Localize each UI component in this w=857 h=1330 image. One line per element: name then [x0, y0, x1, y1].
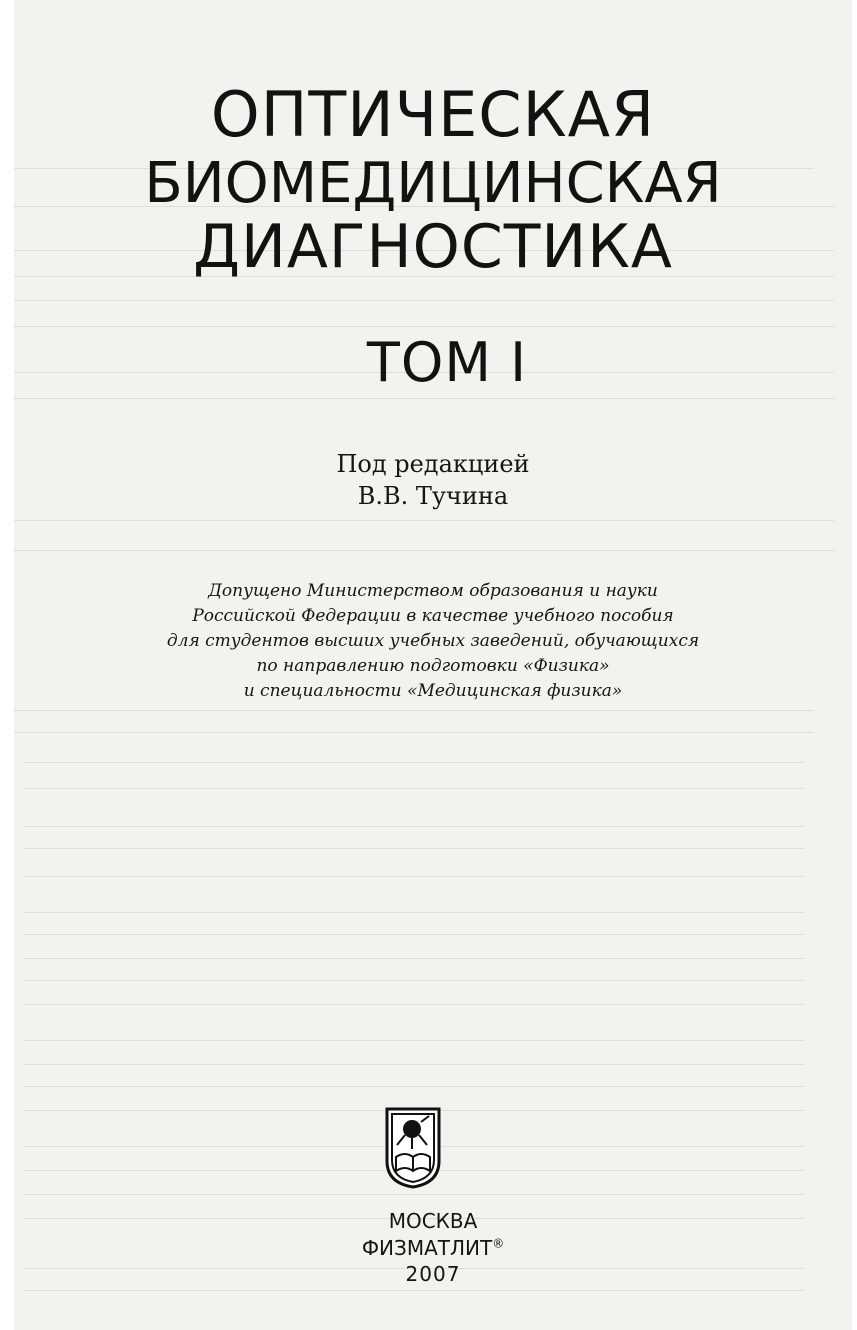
book-title-line-2: БИОМЕДИЦИНСКАЯ: [144, 151, 722, 216]
publisher-logo-icon: [381, 1105, 445, 1189]
publisher-name-line: [14, 1236, 852, 1260]
book-title-line-1: ОПТИЧЕСКАЯ: [210, 78, 656, 151]
approval-line: для студентов высших учебных заведений, обучающихся: [166, 631, 700, 651]
editor-label: Под редакцией: [336, 450, 530, 478]
approval-line: и специальности «Медицинская физика»: [243, 681, 623, 701]
book-title-page: [14, 0, 852, 1330]
publisher-name: ФИЗМАТЛИТ: [361, 1236, 493, 1260]
registered-mark: ®: [492, 1236, 505, 1251]
book-title-line-3: ДИАГНОСТИКА: [193, 212, 673, 282]
ministry-approval-note: [14, 579, 852, 704]
editor-name: В.В. Тучина: [357, 482, 509, 510]
volume-number: ТОМ I: [366, 331, 528, 394]
publication-year: 2007: [405, 1262, 461, 1286]
approval-line: Российской Федерации в качестве учебного пособия: [192, 606, 674, 626]
publisher-city: МОСКВА: [388, 1209, 478, 1233]
approval-line: по направлению подготовки «Физика»: [256, 656, 610, 676]
approval-line: Допущено Министерством образования и науки: [208, 581, 658, 601]
